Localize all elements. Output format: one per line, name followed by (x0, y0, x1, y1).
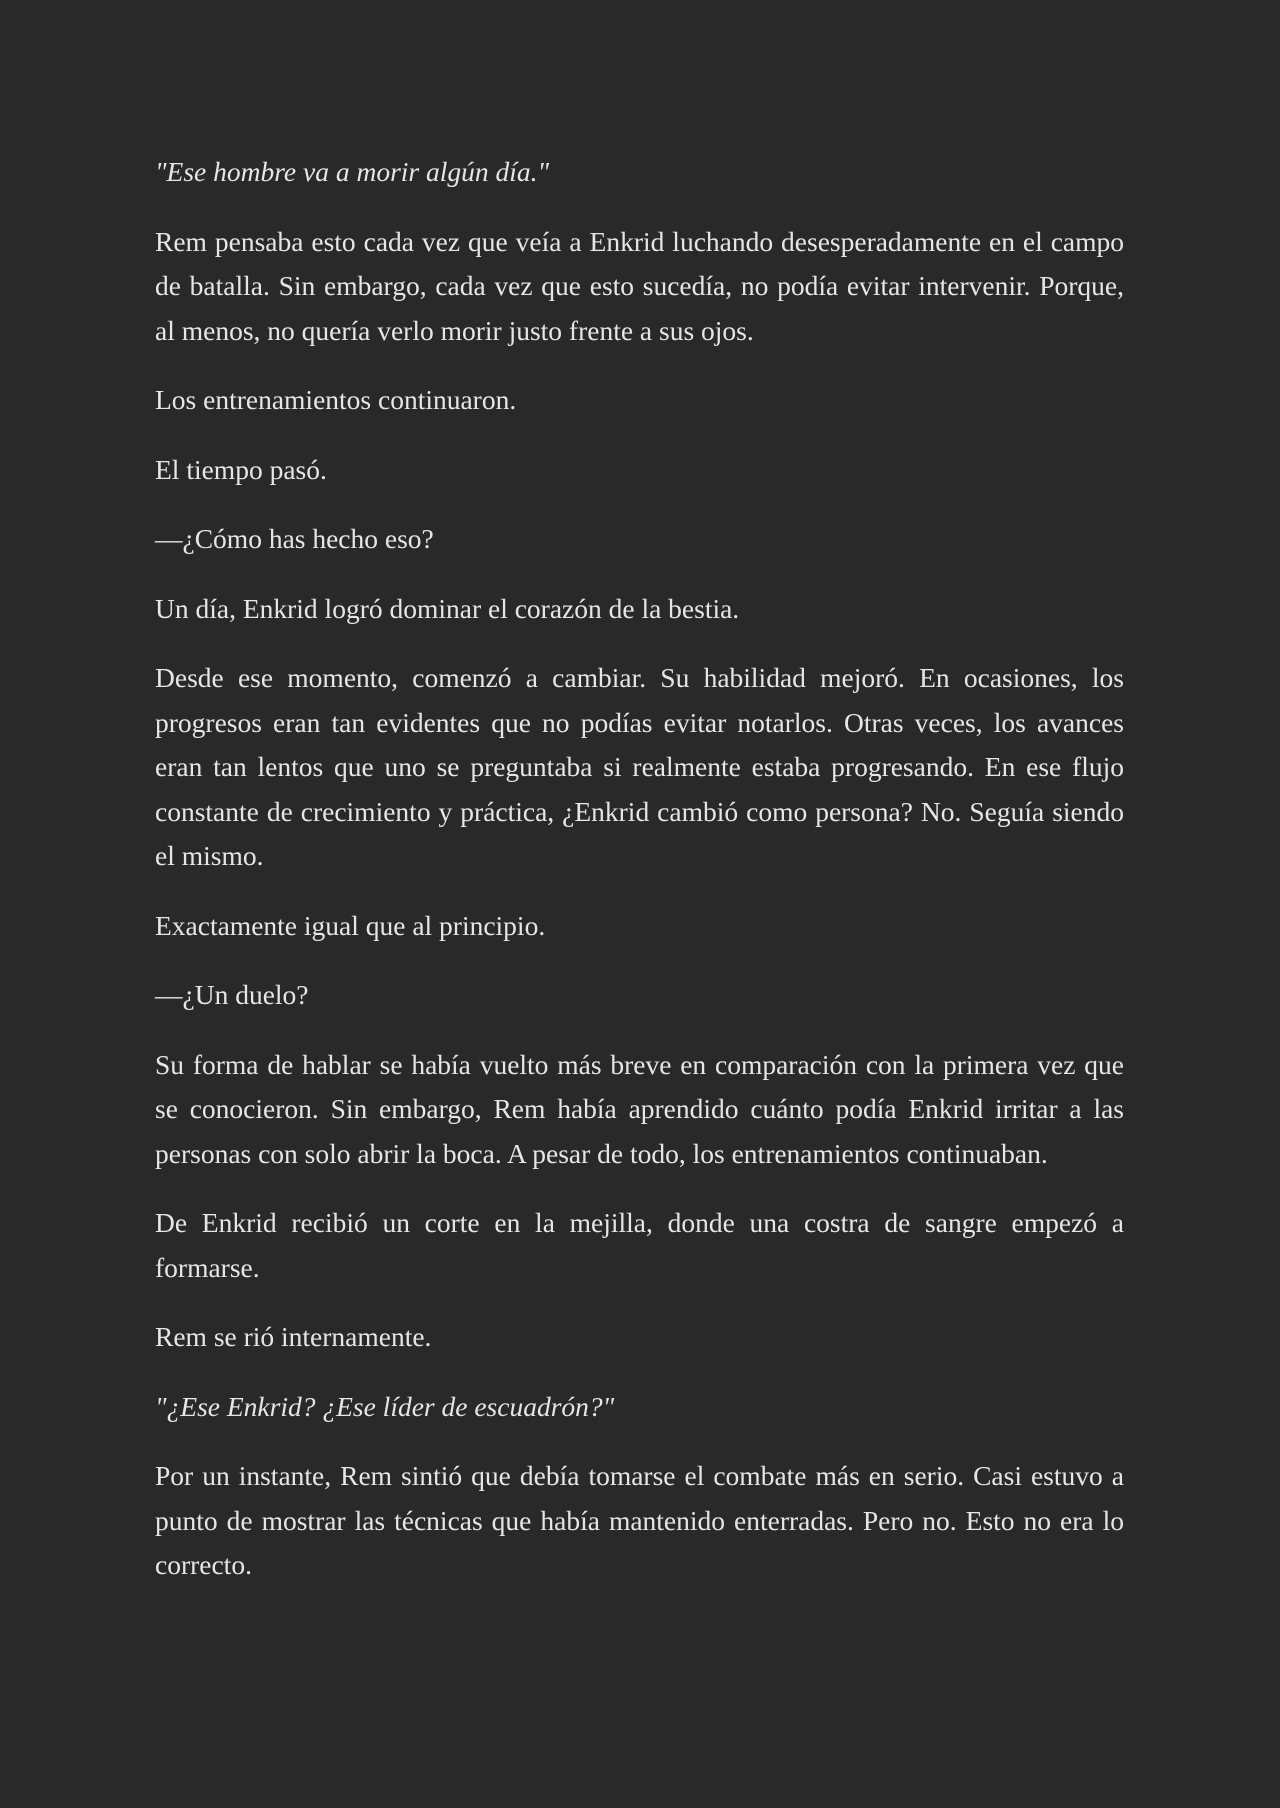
paragraph: Un día, Enkrid logró dominar el corazón de la bestia. (155, 592, 740, 624)
paragraph: "Ese hombre va a morir algún día." (155, 156, 550, 187)
paragraph: "¿Ese Enkrid? ¿Ese líder de escuadrón?" (155, 1390, 615, 1422)
paragraph: El tiempo pasó. (155, 453, 327, 485)
paragraph: —¿Un duelo? (155, 979, 309, 1010)
paragraph: Rem se rió internamente. (155, 1321, 432, 1352)
paragraph: Los entrenamientos continuaron. (155, 384, 517, 415)
paragraph: Su forma de hablar se había vuelto más breve en comparación con la primera vez que se conocieron. Sin embargo, Rem había aprendido cuánto podía Enkrid irritar a las personas con solo abrir la boca. A pesar de todo, los entrenamientos continuaban. (155, 1048, 1124, 1169)
paragraph: Desde ese momento, comenzó a cambiar. Su habilidad mejoró. En ocasiones, los progresos eran tan evidentes que no podías evitar notarlos. Otras veces, los avances eran tan lentos que uno se preguntaba si realmente estaba progresando. En ese flujo constante de crecimiento y práctica, ¿Enkrid cambió como persona? No. Seguía siendo el mismo. (155, 662, 1124, 871)
reading-page (155, 150, 1124, 1613)
paragraph: —¿Cómo has hecho eso? (155, 523, 434, 554)
paragraph: De Enkrid recibió un corte en la mejilla, donde una costra de sangre empezó a formarse. (155, 1207, 1124, 1283)
paragraph: Por un instante, Rem sintió que debía tomarse el combate más en serio. Casi estuvo a punto de mostrar las técnicas que había mantenido enterradas. Pero no. Esto no era lo correcto. (155, 1460, 1124, 1580)
paragraph: Rem pensaba esto cada vez que veía a Enkrid luchando desesperadamente en el campo de batalla. Sin embargo, cada vez que esto sucedía, no podía evitar intervenir. Porque, al menos, no quería verlo morir justo frente a sus ojos. (155, 225, 1124, 346)
paragraph: Exactamente igual que al principio. (155, 909, 546, 941)
